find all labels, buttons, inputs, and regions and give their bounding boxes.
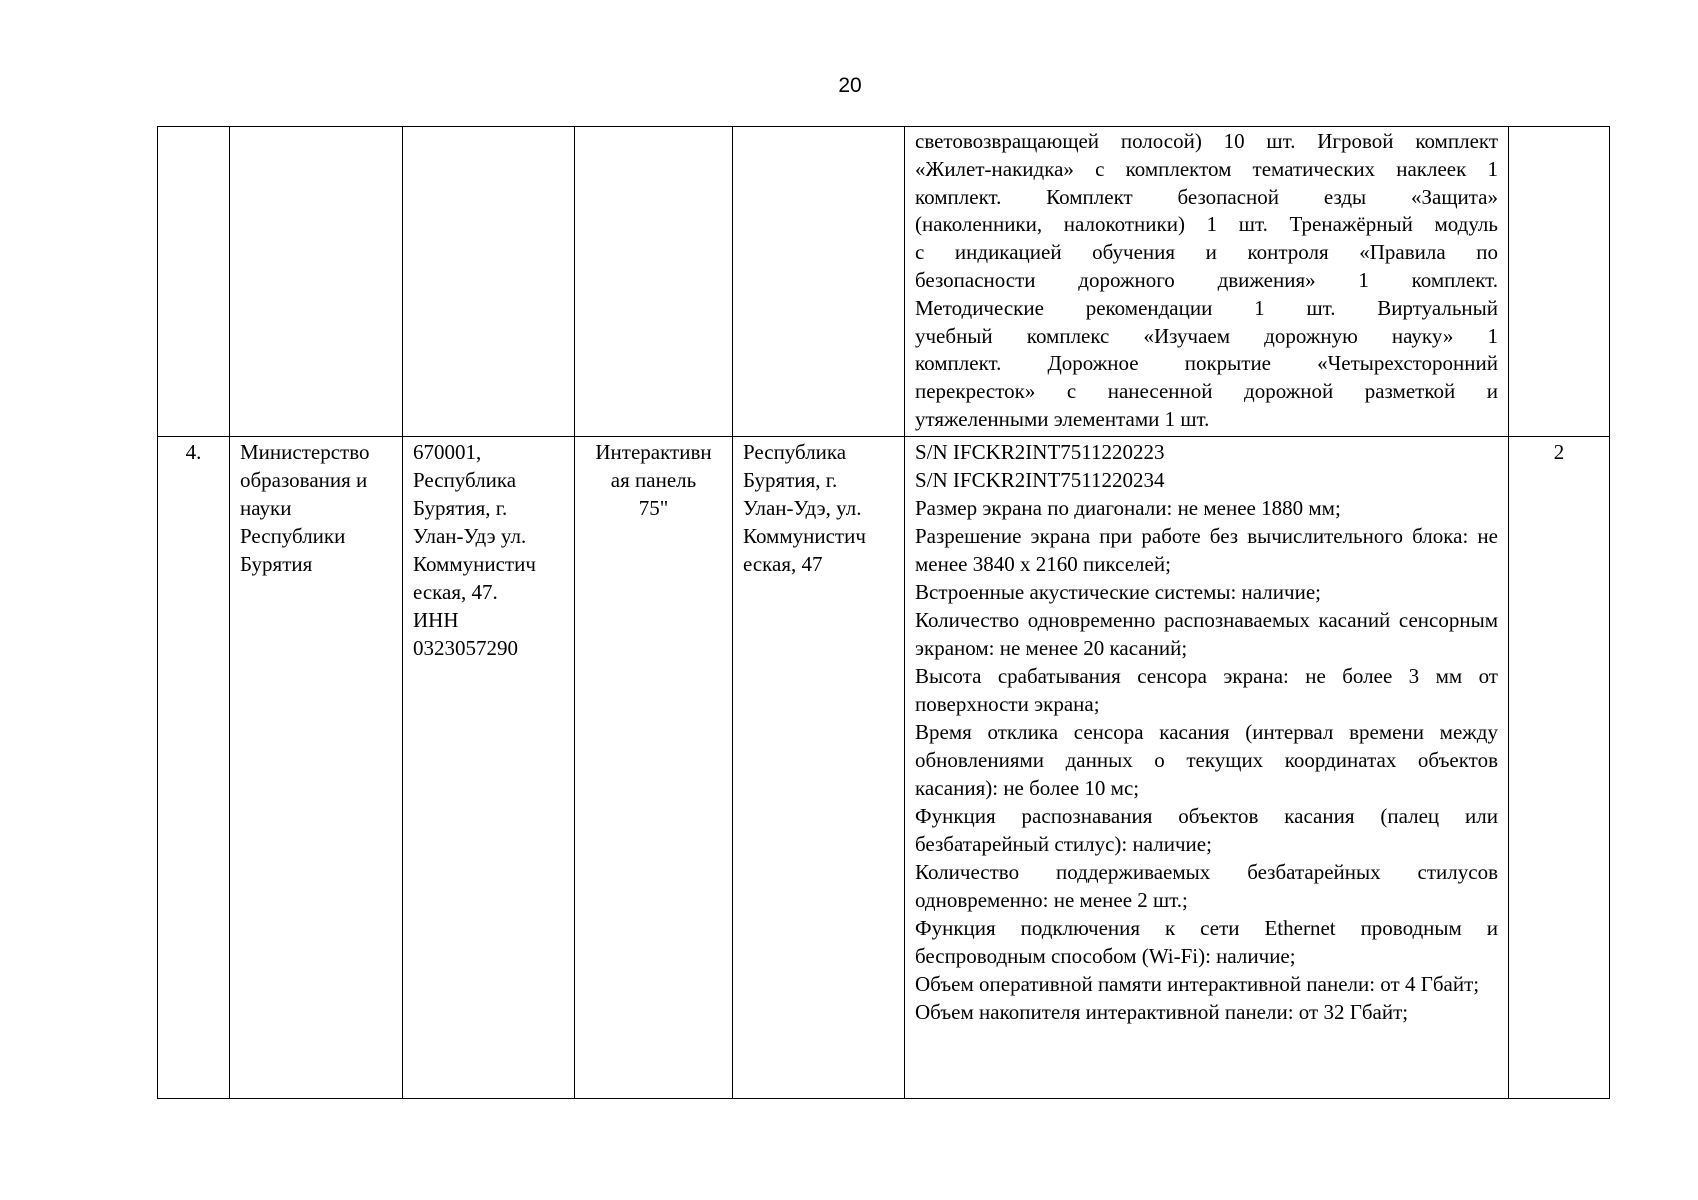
location-line: Республика bbox=[743, 440, 847, 464]
text-line: комплект. Дорожное покрытие «Четырехсторонний bbox=[915, 351, 1498, 376]
location-line: Бурятия, г. bbox=[743, 468, 838, 492]
location-line: еская, 47 bbox=[743, 552, 823, 576]
equipment-line: Интерактивн bbox=[595, 440, 712, 464]
spec-line: S/N IFCKR2INT7511220234 bbox=[915, 468, 1165, 492]
text-line: утяжеленными элементами 1 шт. bbox=[915, 406, 1210, 431]
address-line: Бурятия, г. bbox=[413, 496, 508, 520]
cell-number: 4. bbox=[158, 437, 230, 1099]
cell-location bbox=[733, 437, 905, 1099]
spec-line: Объем накопителя интерактивной панели: от 32 Гбайт; bbox=[915, 1000, 1409, 1024]
text-line: (наколенники, налокотники) 1 шт. Тренажёрный модуль bbox=[915, 212, 1498, 237]
address-line: 670001, bbox=[413, 440, 482, 464]
cell-address bbox=[403, 127, 575, 437]
cell-equipment bbox=[575, 437, 733, 1099]
spec-line: S/N IFCKR2INT7511220223 bbox=[915, 440, 1165, 464]
text-line: перекресток» с нанесенной дорожной разметкой и bbox=[915, 379, 1498, 404]
text-line: безопасности дорожного движения» 1 комплект. bbox=[915, 267, 1498, 292]
address-line: Улан-Удэ ул. bbox=[413, 524, 527, 548]
text-line: комплект. Комплект безопасной езды «Защита» bbox=[915, 184, 1498, 209]
table-row-continuation bbox=[158, 127, 1610, 437]
text-line: учебный комплекс «Изучаем дорожную науку» 1 bbox=[915, 323, 1498, 348]
address-line: 0323057290 bbox=[413, 636, 518, 660]
location-line: Коммунистич bbox=[743, 524, 866, 548]
spec-line: Разрешение экрана при работе без вычислительного блока: не менее 3840 х 2160 пикселей; bbox=[915, 524, 1498, 576]
address-line: ИНН bbox=[413, 608, 459, 632]
cell-description bbox=[905, 127, 1509, 437]
text-line: с индикацией обучения и контроля «Правила по bbox=[915, 240, 1498, 265]
location-line: Улан-Удэ, ул. bbox=[743, 496, 862, 520]
page-number: 20 bbox=[838, 74, 862, 97]
cell-address bbox=[403, 437, 575, 1099]
address-line: Республика bbox=[413, 468, 517, 492]
cell-equipment bbox=[575, 127, 733, 437]
address-line: еская, 47. bbox=[413, 580, 498, 604]
cell-description bbox=[905, 437, 1509, 1099]
spec-line: Количество поддерживаемых безбатарейных стилусов одновременно: не менее 2 шт.; bbox=[915, 860, 1498, 912]
equipment-line: ая панель bbox=[610, 468, 697, 492]
equipment-line: 75" bbox=[638, 496, 669, 520]
spec-line: Время отклика сенсора касания (интервал времени между обновлениями данных о текущих координатах объектов касания): не более 10 мс; bbox=[915, 720, 1498, 800]
description-text bbox=[915, 128, 1498, 434]
text-line: Методические рекомендации 1 шт. Виртуальный bbox=[915, 295, 1498, 320]
cell-number bbox=[158, 127, 230, 437]
cell-organization bbox=[230, 127, 403, 437]
address-line: Коммунистич bbox=[413, 552, 536, 576]
spec-line: Функция подключения к сети Ethernet проводным и беспроводным способом (Wi-Fi): наличие; bbox=[915, 916, 1498, 968]
spec-line: Количество одновременно распознаваемых касаний сенсорным экраном: не менее 20 касаний; bbox=[915, 608, 1498, 660]
cell-quantity: 2 bbox=[1509, 437, 1610, 1099]
equipment-table bbox=[157, 126, 1610, 1099]
text-line: световозвращающей полосой) 10 шт. Игровой комплект bbox=[915, 129, 1498, 153]
cell-organization: Министерство образования и науки Республики Бурятия bbox=[230, 437, 403, 1099]
cell-quantity bbox=[1509, 127, 1610, 437]
table-row-4 bbox=[158, 437, 1610, 1099]
spec-line: Встроенные акустические системы: наличие; bbox=[915, 580, 1321, 604]
spec-line: Высота срабатывания сенсора экрана: не более 3 мм от поверхности экрана; bbox=[915, 664, 1498, 716]
cell-location bbox=[733, 127, 905, 437]
spec-line: Размер экрана по диагонали: не менее 1880 мм; bbox=[915, 496, 1341, 520]
spec-line: Функция распознавания объектов касания (палец или безбатарейный стилус): наличие; bbox=[915, 804, 1498, 856]
spec-line: Объем оперативной памяти интерактивной панели: от 4 Гбайт; bbox=[915, 972, 1480, 996]
text-line: «Жилет-накидка» с комплектом тематических наклеек 1 bbox=[915, 156, 1498, 181]
